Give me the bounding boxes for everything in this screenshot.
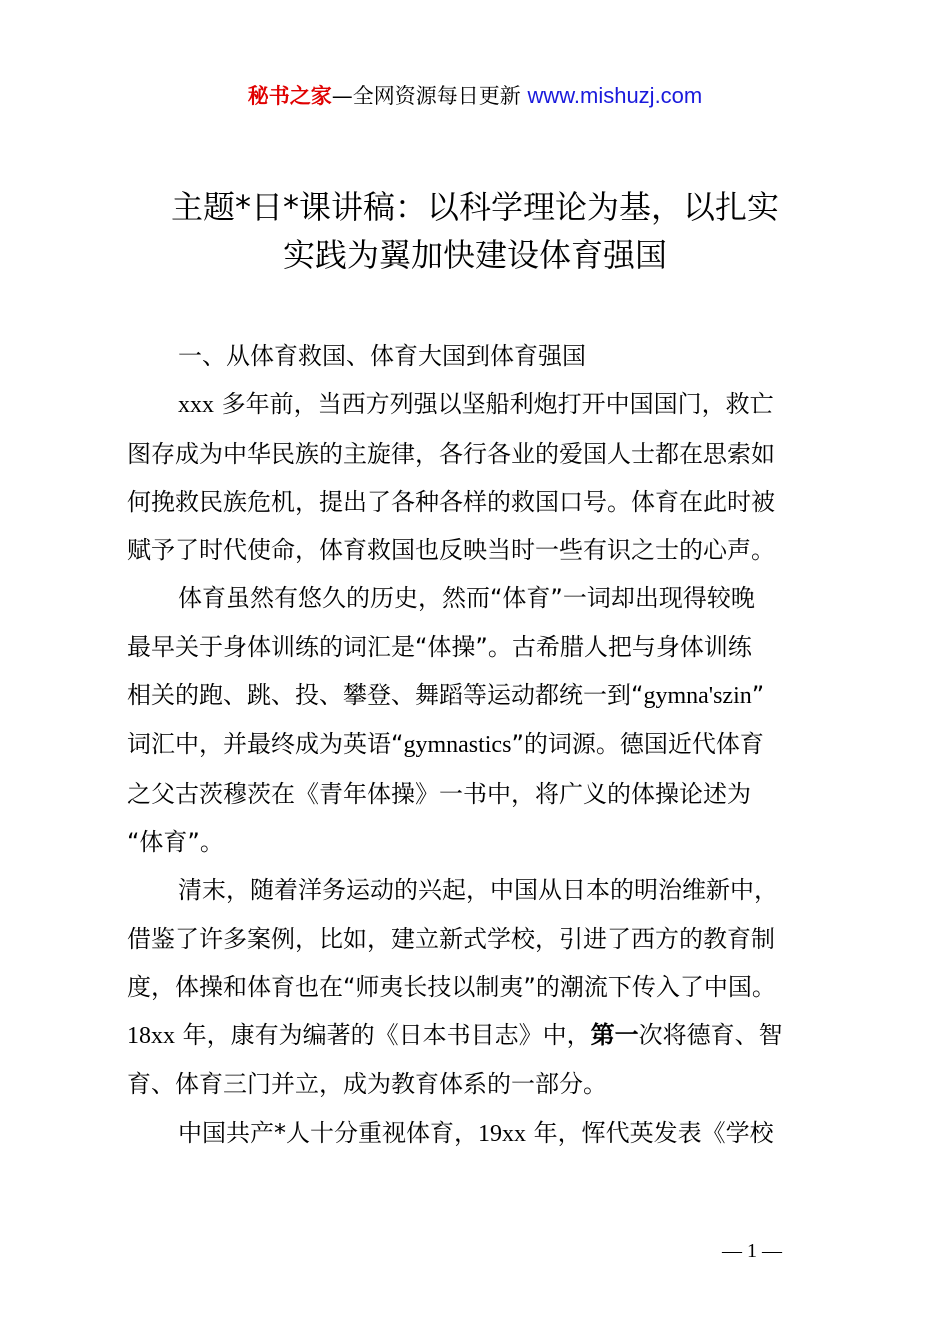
year-placeholder: 19xx [478, 1120, 526, 1147]
document-title [120, 183, 830, 279]
paragraph-1: xxx 多年前，当西方列强以坚船利炮打开中国国门，救亡 图存成为中华民族的主旋律，各行各业的爱国人士都在思索如 何挽救民族危机，提出了各种各样的救国口号。体育在此时被 赋予了时代使命，体育救国也反映当时一些有识之士的心声。 [127, 390, 775, 565]
year-placeholder: 18xx [127, 1023, 175, 1050]
english-term: gymnastics [403, 732, 512, 759]
bold-emphasis: 第一 [590, 1021, 639, 1050]
site-header [0, 80, 950, 112]
greek-term: gymna'szin [643, 683, 752, 710]
paragraph-4: 中国共产*人十分重视体育，19xx 年，恽代英发表《学校 [178, 1118, 774, 1147]
site-url-link[interactable]: www.mishuzj.com [527, 83, 703, 108]
paragraph-3: 清末，随着洋务运动的兴起，中国从日本的明治维新中， 借鉴了许多案例，比如，建立新式学校，引进了西方的教育制 度，体操和体育也在“师夷长技以制夷”的潮流下传入了中国。 18xx 年，康有为编著的《日本书目志》中，第一次将德育、智 育、体育三门并立，成为教育体系的一部分。 [127, 876, 783, 1099]
brand-name: 秘书之家 [247, 84, 332, 108]
page-number: — 1 — [722, 1240, 782, 1262]
paragraph-2: 体育虽然有悠久的历史，然而“体育”一词却出现得较晚 最早关于身体训练的词汇是“体操”。古希腊人把与身体训练 相关的跑、跳、投、攀登、舞蹈等运动都统一到“gymna'szin” 词汇中，并最终成为英语“gymnastics”的词源。德国近代体育 之父古茨穆茨在《青年体操》一书中，将广义的体操论述为 “体育”。 [127, 584, 765, 856]
header-slogan: —全网资源每日更新 [331, 84, 521, 108]
section-heading: 一、从体育救国、体育大国到体育强国 [178, 342, 586, 370]
document-body [127, 332, 837, 1158]
year-placeholder: xxx [178, 392, 214, 419]
title-line-1: 主题*日*课讲稿：以科学理论为基，以扎实 [170, 188, 779, 226]
title-line-2: 实践为翼加快建设体育强国 [282, 236, 667, 274]
